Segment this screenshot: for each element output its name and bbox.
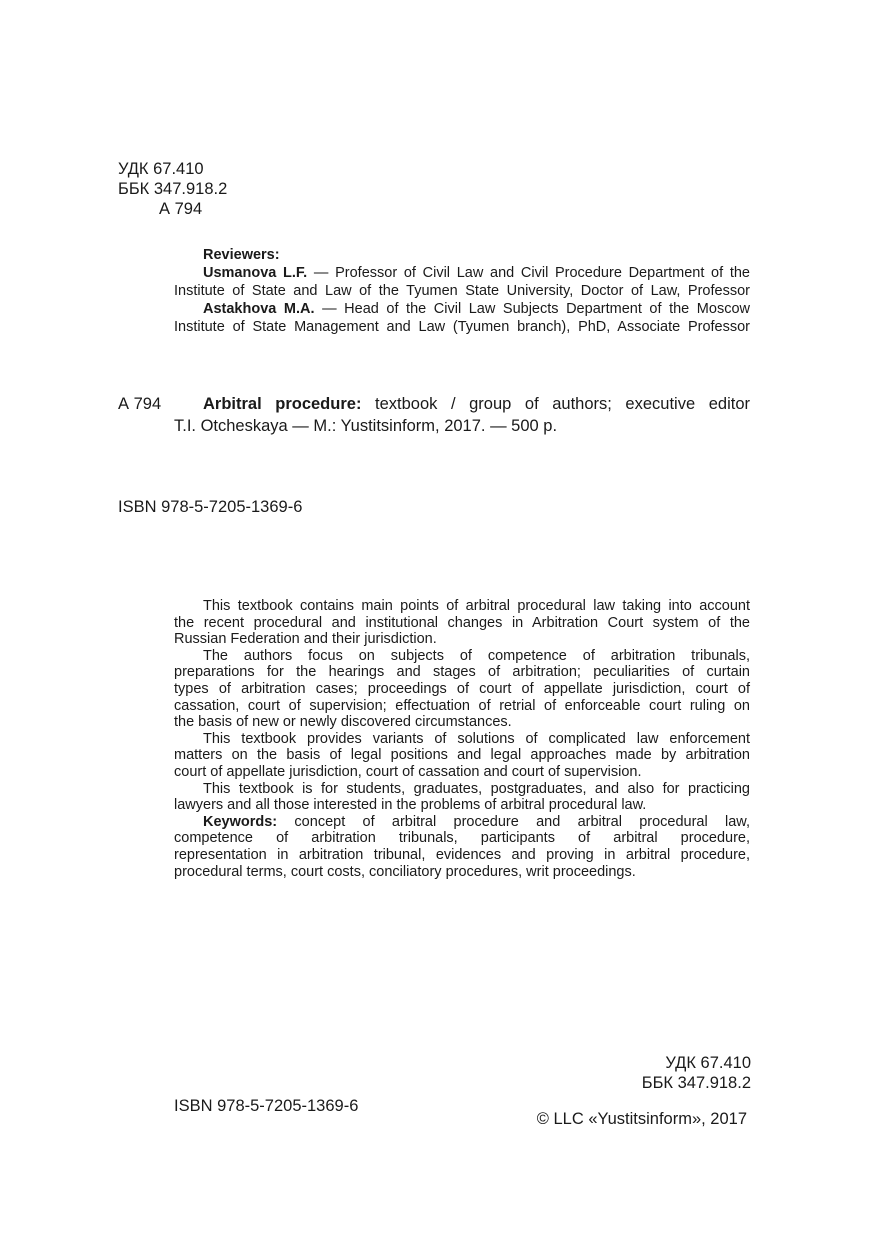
- keywords-paragraph: [174, 814, 750, 880]
- udk-code-bottom: УДК 67.410: [665, 1054, 751, 1072]
- reviewer-1-name: Usmanova L.F.: [203, 265, 308, 281]
- bibliographic-description: textbook / group of authors; executive editor: [361, 395, 750, 413]
- abstract-line: types of arbitration cases; proceedings of court of appellate jurisdiction, court of: [174, 680, 750, 697]
- udk-code: УДК 67.410: [118, 160, 204, 178]
- reviewer-2-name: Astakhova M.A.: [203, 301, 315, 317]
- isbn-bottom: ISBN 978-5-7205-1369-6: [174, 1097, 359, 1115]
- reviewer-2-line-2: Institute of State Management and Law (Tyumen branch), PhD, Associate Professor: [174, 319, 750, 335]
- reviewer-1-line-1: [174, 264, 750, 282]
- reviewer-2-line-1: [174, 300, 750, 318]
- abstract-paragraph-2: [174, 648, 750, 731]
- reviewer-1-line-2: Institute of State and Law of the Tyumen State University, Doctor of Law, Professor: [174, 283, 750, 299]
- keywords-label: Keywords:: [203, 813, 278, 830]
- abstract-line: the basis of new or newly discovered circumstances.: [174, 714, 512, 731]
- reviewer-1-role: — Professor of Civil Law and Civil Procedure Department of the: [307, 265, 750, 281]
- bibliographic-line-2: T.I. Otcheskaya — M.: Yustitsinform, 2017. — 500 p.: [174, 417, 558, 435]
- abstract-line: lawyers and all those interested in the problems of arbitral procedural law.: [174, 797, 647, 814]
- copyright-notice: © LLC «Yustitsinform», 2017: [536, 1110, 747, 1128]
- abstract-paragraph-4: [174, 781, 750, 814]
- abstract-line: This textbook provides variants of solutions of complicated law enforcement: [203, 730, 750, 747]
- classification-codes-top: [118, 159, 227, 219]
- classification-codes-bottom: [642, 1053, 751, 1093]
- reviewer-2-role: — Head of the Civil Law Subjects Department of the Moscow: [314, 301, 750, 317]
- author-sign: А 794: [159, 200, 203, 218]
- abstract-line: The authors focus on subjects of competence of arbitration tribunals,: [203, 647, 750, 664]
- abstract-paragraph-3: [174, 731, 750, 781]
- abstract-line: the recent procedural and institutional changes in Arbitration Court system of the: [174, 614, 750, 631]
- bibliographic-entry: [174, 393, 750, 437]
- abstract-line: cassation, court of supervision; effectuation of retrial of enforceable court ruling on: [174, 697, 750, 714]
- abstract-line: This textbook is for students, graduates, postgraduates, and also for practicing: [203, 780, 750, 797]
- reviewers-block: [174, 246, 750, 336]
- bbk-code: ББК 347.918.2: [118, 180, 228, 198]
- keywords-text: concept of arbitral procedure and arbitral procedural law,: [277, 813, 750, 830]
- reviewers-heading: Reviewers:: [203, 247, 280, 263]
- bbk-code-bottom: ББК 347.918.2: [641, 1074, 751, 1092]
- book-title: Arbitral procedure:: [203, 395, 362, 413]
- keywords-line-1: [174, 814, 750, 831]
- abstract-line: matters on the basis of legal positions and legal approaches made by arbitration: [174, 747, 750, 764]
- abstract-line: preparations for the hearings and stages of arbitration; peculiarities of curtain: [174, 664, 750, 681]
- keywords-line: procedural terms, court costs, conciliatory procedures, writ proceedings.: [174, 863, 636, 880]
- bibliographic-line-1: [174, 393, 750, 415]
- abstract-line: Russian Federation and their jurisdiction.: [174, 631, 437, 648]
- bibliographic-code: А 794: [118, 395, 162, 413]
- abstract-paragraph-1: [174, 598, 750, 648]
- isbn: ISBN 978-5-7205-1369-6: [118, 498, 303, 516]
- abstract: [174, 598, 750, 880]
- abstract-line: This textbook contains main points of arbitral procedural law taking into account: [203, 598, 750, 614]
- keywords-line: representation in arbitration tribunal, evidences and proving in arbitral procedure,: [174, 846, 750, 863]
- abstract-line: court of appellate jurisdiction, court of cassation and court of supervision.: [174, 763, 642, 780]
- keywords-line: competence of arbitration tribunals, participants of arbitral procedure,: [174, 830, 750, 847]
